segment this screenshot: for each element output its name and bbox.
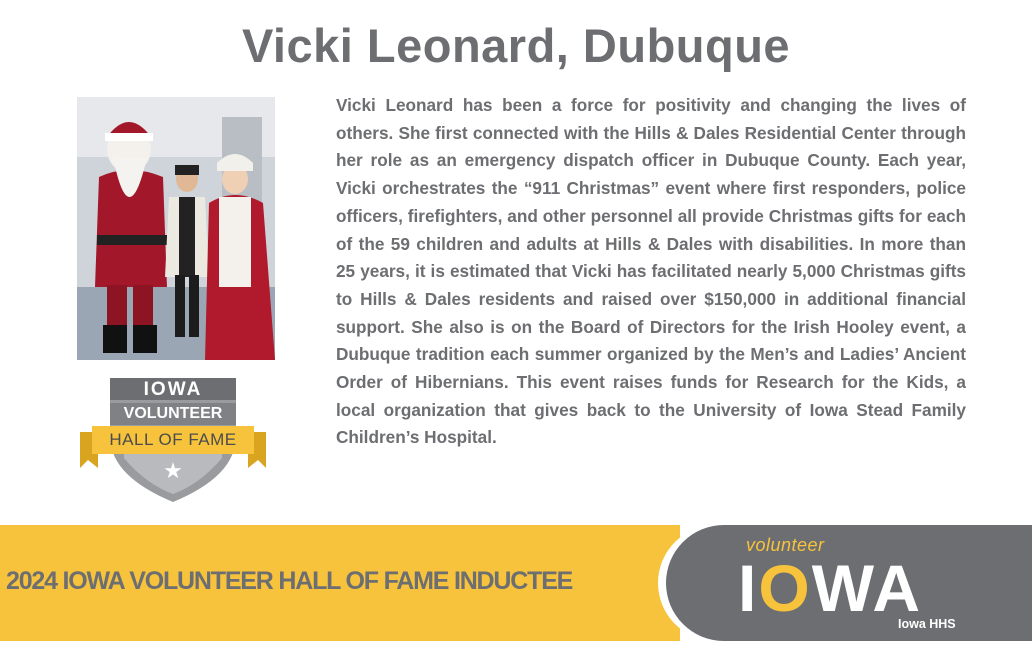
bio-paragraph: Vicki Leonard has been a force for positivity and changing the lives of others. She first connected with the Hills & Dales Residential Center through her role as an emergency dispatch officer in Dubuque County. Each year, Vicki orchestrates the “911 Christmas” event where first responders, police officers, firefighters, and other personnel all provide Christmas gifts for each of the 59 children and adults at Hills & Dales with disabilities. In more than 25 years, it is estimated that Vicki has facilitated nearly 5,000 Christmas gifts to Hills & Dales residents and raised over $150,000 in additional financial support. She also is on the Board of Directors for the Irish Hooley event, a Dubuque tradition each summer organized by the Men’s and Ladies’ Ancient Order of Hibernians. This event raises funds for Research for the Kids, a local organization that gives back to the University of Iowa Stead Family Children’s Hospital. [336, 95, 966, 448]
inductee-photo [77, 97, 275, 360]
inductee-banner [0, 525, 1032, 641]
banner-yellow-panel [0, 525, 680, 641]
badge-line-iowa: IOWA [143, 379, 203, 400]
badge-line-volunteer: VOLUNTEER [123, 405, 223, 422]
logo-iowa-hhs: Iowa HHS [898, 617, 956, 631]
volunteer-iowa-logo [666, 525, 1032, 641]
inductee-banner-text: 2024 IOWA VOLUNTEER HALL OF FAME INDUCTEE [6, 567, 573, 595]
page-title: Vicki Leonard, Dubuque [241, 19, 791, 72]
logo-iowa-word [738, 553, 922, 623]
svg-text:★: ★ [163, 459, 183, 484]
logo-letter-i: I [738, 551, 759, 625]
hall-of-fame-badge [80, 376, 266, 506]
badge-line-hall-of-fame: HALL OF FAME [109, 430, 237, 449]
logo-letter-o: O [758, 551, 812, 625]
logo-letters-wa: WA [811, 551, 923, 625]
logo-volunteer-word: volunteer [746, 535, 825, 555]
